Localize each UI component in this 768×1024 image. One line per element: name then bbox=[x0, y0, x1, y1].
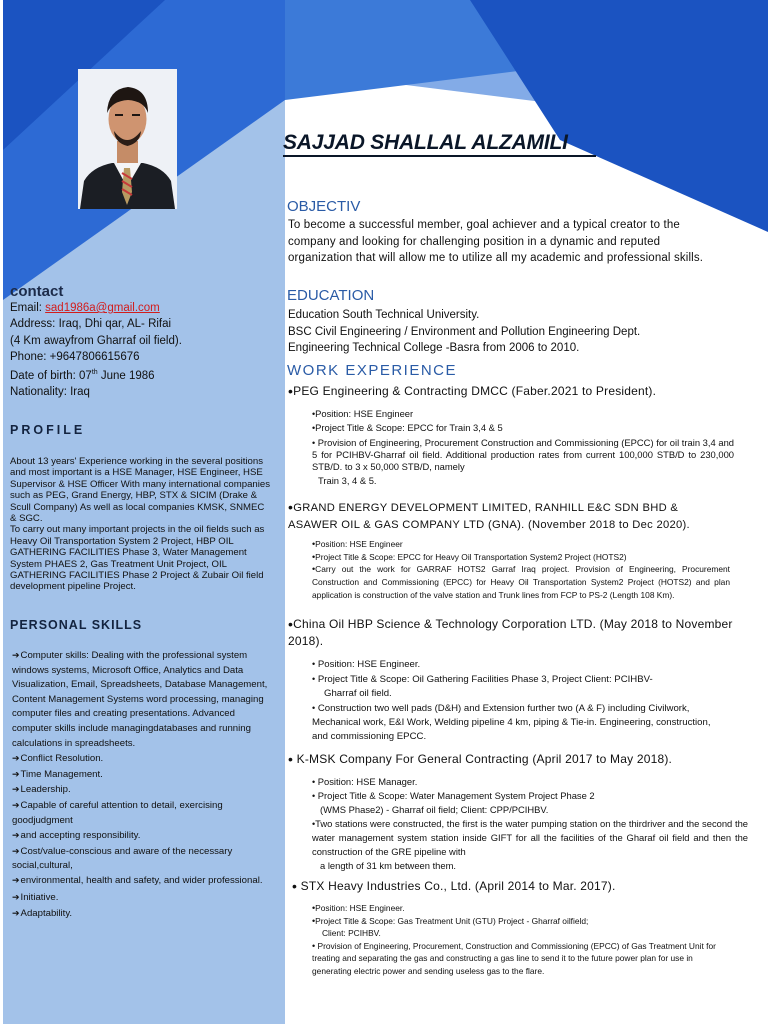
bullet-icon: • bbox=[312, 539, 316, 549]
objective-heading: OBJECTIV bbox=[287, 198, 361, 215]
job-details bbox=[288, 408, 758, 488]
job-title: •GRAND ENERGY DEVELOPMENT LIMITED, RANHILL E&C SDN BHD & ASAWER OIL & GAS COMPANY LTD (GNA). (November 2018 to Dec 2020). bbox=[288, 499, 690, 531]
dob-line bbox=[10, 365, 280, 384]
arrow-bullet-icon: ➔ bbox=[12, 891, 20, 902]
arrow-bullet-icon: ➔ bbox=[12, 784, 20, 795]
bullet-icon: • bbox=[288, 499, 294, 515]
job-detail-line: • Provision of Engineering, Procurement, Construction and Commissioning (EPCC) of Gas Treatment Unit for treating and separating the gas and constructing a gas line to send it to the future power plan for use in generating electric power and sending useless gas to the flare. bbox=[312, 940, 716, 976]
profile-paragraph-1: About 13 years' Experience working in the several positions and most important is a HSE Manager, HSE Engineer, HSE Supervisor & HSE Officer With many international companies such as PEG, Grand Energy, HBP, STX & SICIM (Drake & Scull Company) As well as local companies KMSK, SNMEC & SGC. bbox=[10, 456, 271, 525]
job-entry bbox=[288, 383, 758, 488]
education-text bbox=[288, 307, 718, 357]
bullet-icon: • bbox=[312, 903, 316, 913]
bullet-icon: • bbox=[288, 383, 294, 399]
bullet-icon: • bbox=[312, 423, 316, 434]
bullet-icon: • bbox=[288, 616, 294, 632]
skill-item: ➔Initiative. bbox=[12, 891, 59, 903]
education-line: BSC Civil Engineering / Environment and Pollution Engineering Dept. bbox=[288, 325, 641, 338]
job-detail-line: •Project Title & Scope: Gas Treatment Unit (GTU) Project - Gharraf oilfield; bbox=[312, 915, 589, 926]
job-details bbox=[288, 538, 758, 602]
skill-item: ➔environmental, health and safety, and wider professional. bbox=[12, 874, 263, 886]
skill-item: ➔Leadership. bbox=[12, 784, 71, 796]
skill-item: ➔Time Management. bbox=[12, 768, 103, 780]
bullet-icon: • bbox=[312, 674, 316, 684]
job-detail-line: • Position: HSE Manager. bbox=[312, 776, 418, 787]
skills-heading: PERSONAL SKILLS bbox=[10, 618, 143, 632]
job-detail-line: (WMS Phase2) - Gharraf oil field; Client: CPP/PCIHBV. bbox=[320, 804, 549, 815]
education-heading: EDUCATION bbox=[287, 287, 375, 304]
header-dark-wedge bbox=[470, 0, 768, 232]
bullet-icon: • bbox=[312, 791, 316, 801]
skill-item: ➔Adaptability. bbox=[12, 907, 73, 919]
bullet-icon: • bbox=[312, 564, 316, 575]
profile-paragraph-2: To carry out many important projects in the oil fields such as Heavy Oil Transportation System 2 Project, HBP OIL GATHERING FACILITIES Phase 3, Water Management System PHAES 2, Gas Treatment Unit Project, OIL GATHERING FACILITIES Phase 2 Project & Zubair Oil field development pipeline Project. bbox=[10, 524, 265, 593]
bullet-icon: • bbox=[312, 819, 316, 829]
job-details bbox=[288, 775, 758, 873]
bullet-icon: • bbox=[312, 437, 316, 448]
profile-photo bbox=[78, 69, 177, 209]
objective-text: To become a successful member, goal achiever and a typical creator to the company and looking for challenging position in a dynamic and reputed organization that will allow me to utilize all my academic and professional skills. bbox=[288, 219, 704, 264]
job-title: •China Oil HBP Science & Technology Corporation LTD. (May 2018 to November 2018). bbox=[288, 616, 733, 648]
job-details bbox=[288, 902, 758, 978]
job-detail-line: Train 3, 4 & 5. bbox=[318, 475, 377, 487]
portrait-illustration bbox=[78, 69, 177, 209]
job-details bbox=[288, 657, 758, 744]
name-underline bbox=[283, 155, 596, 157]
job-title: •PEG Engineering & Contracting DMCC (Faber.2021 to President). bbox=[288, 383, 657, 399]
nationality-line: Nationality: Iraq bbox=[10, 386, 90, 399]
job-title: • K-MSK Company For General Contracting (April 2017 to May 2018). bbox=[288, 751, 673, 767]
job-title: • STX Heavy Industries Co., Ltd. (April 2014 to Mar. 2017). bbox=[292, 878, 616, 894]
job-detail-line: •Project Title & Scope: EPCC for Train 3,4 & 5 bbox=[312, 422, 503, 434]
bullet-icon: • bbox=[312, 409, 316, 419]
arrow-bullet-icon: ➔ bbox=[12, 799, 20, 810]
phone-line: Phone: +9647806615676 bbox=[10, 350, 140, 363]
job-detail-line: •Project Title & Scope: EPCC for Heavy Oil Transportation System2 Project (HOTS2) bbox=[312, 551, 627, 562]
job-detail-line: Client: PCIHBV. bbox=[322, 928, 381, 939]
education-line: Engineering Technical College -Basra from 2006 to 2010. bbox=[288, 342, 580, 354]
job-detail-line: • Project Title & Scope: Water Management System Project Phase 2 bbox=[312, 790, 595, 801]
bullet-icon: • bbox=[288, 751, 294, 767]
arrow-bullet-icon: ➔ bbox=[12, 907, 20, 918]
skill-item: ➔Capable of careful attention to detail, exercising goodjudgment bbox=[12, 799, 223, 826]
work-experience-heading: WORK EXPERIENCE bbox=[287, 362, 458, 379]
contact-info bbox=[10, 300, 280, 401]
contact-heading: contact bbox=[10, 283, 64, 300]
job-detail-line: •Position: HSE Engineer. bbox=[312, 903, 405, 913]
bullet-icon: • bbox=[312, 940, 316, 951]
bullet-icon: • bbox=[312, 659, 316, 669]
job-detail-line: •Position: HSE Engineer bbox=[312, 539, 403, 549]
job-entry bbox=[288, 751, 758, 873]
skill-item: ➔Cost/value-conscious and aware of the necessary social,cultural, bbox=[12, 845, 233, 872]
email-link[interactable]: sad1986a@gmail.com bbox=[45, 302, 160, 314]
job-detail-line: • Project Title & Scope: Oil Gathering Facilities Phase 3, Project Client: PCIHBV- bbox=[312, 674, 653, 685]
address-line: Address: Iraq, Dhi qar, AL- Rifai bbox=[10, 318, 172, 331]
job-detail-line: •Two stations were constructed, the first is the water pumping station on the thirdriver and the second the water management system station inside GIFT for all the facilities of the Gharaf oil field and then the construction of the GRE pipeline with bbox=[312, 818, 748, 857]
job-detail-line: •Carry out the work for GARRAF HOTS2 Garraf Iraq project. Provision of Engineering, Procurement Construction and Commissioning (EPCC) for Heavy Oil Transportation System2 Project (HOTS2) and plan application is construction of the valve station and Trunk lines from FCP to PS-2 (Length 108 Km). bbox=[312, 564, 730, 600]
job-detail-line: a length of 31 km between them. bbox=[320, 860, 457, 871]
job-detail-line: •Position: HSE Engineer bbox=[312, 408, 414, 419]
skill-item: ➔Conflict Resolution. bbox=[12, 753, 104, 765]
email-line bbox=[10, 300, 280, 316]
job-detail-line: • Construction two well pads (D&H) and Extension further two (A & F) including Civilwork, Mechanical work, E&I Work, Welding pipeline 4 km, piping & Tie-in. Engineering, construction, and commissioning EPCC. bbox=[312, 703, 711, 742]
job-detail-line: • Position: HSE Engineer. bbox=[312, 659, 421, 670]
bullet-icon: • bbox=[312, 915, 316, 926]
profile-text bbox=[10, 456, 272, 593]
arrow-bullet-icon: ➔ bbox=[12, 874, 20, 885]
arrow-bullet-icon: ➔ bbox=[12, 650, 20, 660]
arrow-bullet-icon: ➔ bbox=[12, 753, 20, 764]
arrow-bullet-icon: ➔ bbox=[12, 845, 20, 856]
bullet-icon: • bbox=[292, 878, 298, 894]
job-detail-line: • Provision of Engineering, Procurement Construction and Commissioning (EPCC) for oil train 3,4 and 5 for PCIHBV-Gharraf oil field. Additional production rates from current 100,000 STB/D to 230,000 STB/D. to 3 x 50,000 STB/D, namely bbox=[312, 436, 734, 473]
dob-pre: Date of birth: 07 bbox=[10, 370, 92, 383]
bullet-icon: • bbox=[312, 777, 316, 787]
arrow-bullet-icon: ➔ bbox=[12, 768, 20, 779]
job-entry bbox=[288, 616, 758, 744]
job-entry bbox=[288, 499, 758, 602]
skill-item: ➔and accepting responsibility. bbox=[12, 830, 141, 842]
address-note: (4 Km awayfrom Gharraf oil field). bbox=[10, 334, 182, 347]
dob-sup: th bbox=[91, 369, 98, 377]
bullet-icon: • bbox=[312, 551, 316, 562]
skill-item: ➔Computer skills: Dealing with the professional system windows systems, Microsoft Office, Analytics and Data Visualization, Email, Spreadsheets, Database Management, Content Management Systems word processing, managing computer files and creating presentations. Advanced computer skills include managingdatabases and running calculations in spreadsheets. bbox=[12, 650, 268, 749]
job-entry bbox=[288, 878, 758, 978]
candidate-name: SAJJAD SHALLAL ALZAMILI bbox=[283, 131, 568, 154]
skills-list bbox=[12, 648, 274, 921]
bullet-icon: • bbox=[312, 703, 316, 713]
job-detail-line: Gharraf oil field. bbox=[324, 688, 392, 699]
profile-heading: PROFILE bbox=[10, 423, 86, 437]
dob-post: June 1986 bbox=[97, 370, 155, 383]
education-line: Education South Technical University. bbox=[288, 309, 480, 321]
email-label: Email: bbox=[10, 302, 46, 314]
arrow-bullet-icon: ➔ bbox=[12, 830, 20, 841]
